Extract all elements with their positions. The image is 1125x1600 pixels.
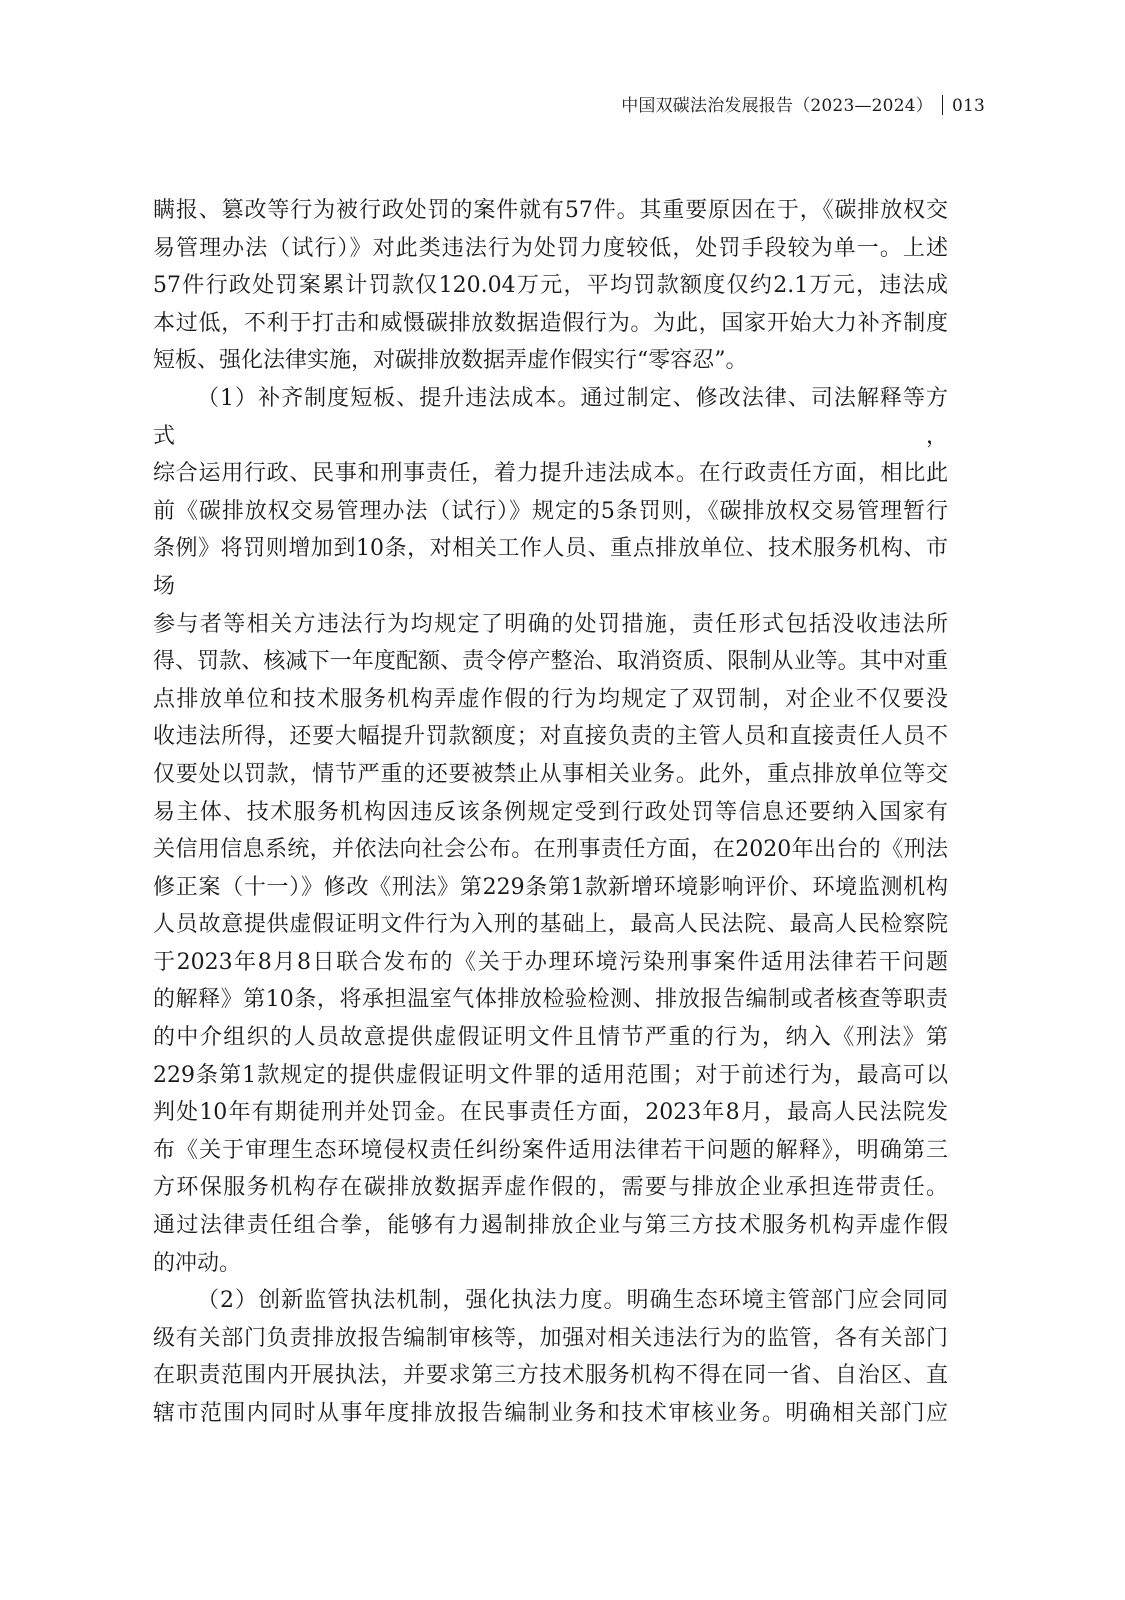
text-line: 辖市范围内同时从事年度排放报告编制业务和技术审核业务。明确相关部门应 (153, 1401, 948, 1426)
body-text (153, 192, 948, 1433)
page-number: 013 (951, 96, 985, 116)
text-line: 方环保服务机构存在碳排放数据弄虚作假的，需要与排放企业承担连带责任。 (153, 1175, 948, 1201)
text-line: 综合运用行政、民事和刑事责任，着力提升违法成本。在行政责任方面，相比此 (153, 461, 948, 487)
text-line: 人员故意提供虚假证明文件行为入刑的基础上，最高人民法院、最高人民检察院 (153, 912, 948, 938)
text-line: 易主体、技术服务机构因违反该条例规定受到行政处罚等信息还要纳入国家有 (153, 799, 948, 825)
text-line: 参与者等相关方违法行为均规定了明确的处罚措施，责任形式包括没收违法所 (153, 611, 948, 637)
text-line: 布《关于审理生态环境侵权责任纠纷案件适用法律若干问题的解释》，明确第三 (153, 1137, 948, 1163)
text-line: 仅要处以罚款，情节严重的还要被禁止从事相关业务。此外，重点排放单位等交 (153, 761, 948, 787)
text-line: 在职责范围内开展执法，并要求第三方技术服务机构不得在同一省、自治区、直 (153, 1363, 948, 1389)
text-line: 瞒报、篡改等行为被行政处罚的案件就有57件。其重要原因在于，《碳排放权交 (153, 198, 948, 223)
text-line: 的解释》第10条，将承担温室气体排放检验检测、排放报告编制或者核查等职责 (153, 987, 948, 1013)
text-line: （1）补齐制度短板、提升违法成本。通过制定、修改法律、司法解释等方式， (153, 385, 948, 449)
text-line: 条例》将罚则增加到10条，对相关工作人员、重点排放单位、技术服务机构、市场 (153, 536, 948, 599)
running-header (621, 94, 985, 118)
text-line: 关信用信息系统，并依法向社会公布。在刑事责任方面，在2020年出台的《刑法 (153, 837, 948, 863)
text-line: 的冲动。 (153, 1250, 242, 1276)
text-line: 得、罚款、核减下一年度配额、责令停产整治、取消资质、限制从业等。其中对重 (153, 649, 948, 675)
text-line: （2）创新监管执法机制，强化执法力度。明确生态环境主管部门应会同同 (197, 1288, 948, 1314)
text-line: 短板、强化法律实施，对碳排放数据弄虚作假实行“零容忍”。 (153, 348, 748, 374)
text-line: 于2023年8月8日联合发布的《关于办理环境污染刑事案件适用法律若干问题 (153, 949, 948, 975)
text-line: 点排放单位和技术服务机构弄虚作假的行为均规定了双罚制，对企业不仅要没 (153, 686, 948, 712)
text-line: 本过低，不利于打击和威慑碳排放数据造假行为。为此，国家开始大力补齐制度 (153, 310, 948, 336)
text-line: 通过法律责任组合拳，能够有力遏制排放企业与第三方技术服务机构弄虚作假 (153, 1213, 948, 1239)
text-line: 收违法所得，还要大幅提升罚款额度；对直接负责的主管人员和直接责任人员不 (153, 724, 948, 750)
text-line: 修正案（十一）》修改《刑法》第229条第1款新增环境影响评价、环境监测机构 (153, 874, 948, 900)
text-line: 的中介组织的人员故意提供虚假证明文件且情节严重的行为，纳入《刑法》第 (153, 1025, 948, 1051)
text-line: 57件行政处罚案累计罚款仅120.04万元，平均罚款额度仅约2.1万元，违法成 (153, 273, 948, 299)
text-line: 级有关部门负责排放报告编制审核等，加强对相关违法行为的监管，各有关部门 (153, 1325, 948, 1351)
header-divider (942, 95, 943, 115)
text-line: 前《碳排放权交易管理办法（试行）》规定的5条罚则，《碳排放权交易管理暂行 (153, 498, 948, 524)
text-line: 易管理办法（试行）》对此类违法行为处罚力度较低，处罚手段较为单一。上述 (153, 235, 948, 261)
book-title: 中国双碳法治发展报告（2023—2024） (621, 96, 933, 116)
text-line: 229条第1款规定的提供虚假证明文件罪的适用范围；对于前述行为，最高可以 (153, 1062, 948, 1088)
text-line: 判处10年有期徒刑并处罚金。在民事责任方面，2023年8月，最高人民法院发 (153, 1100, 948, 1126)
